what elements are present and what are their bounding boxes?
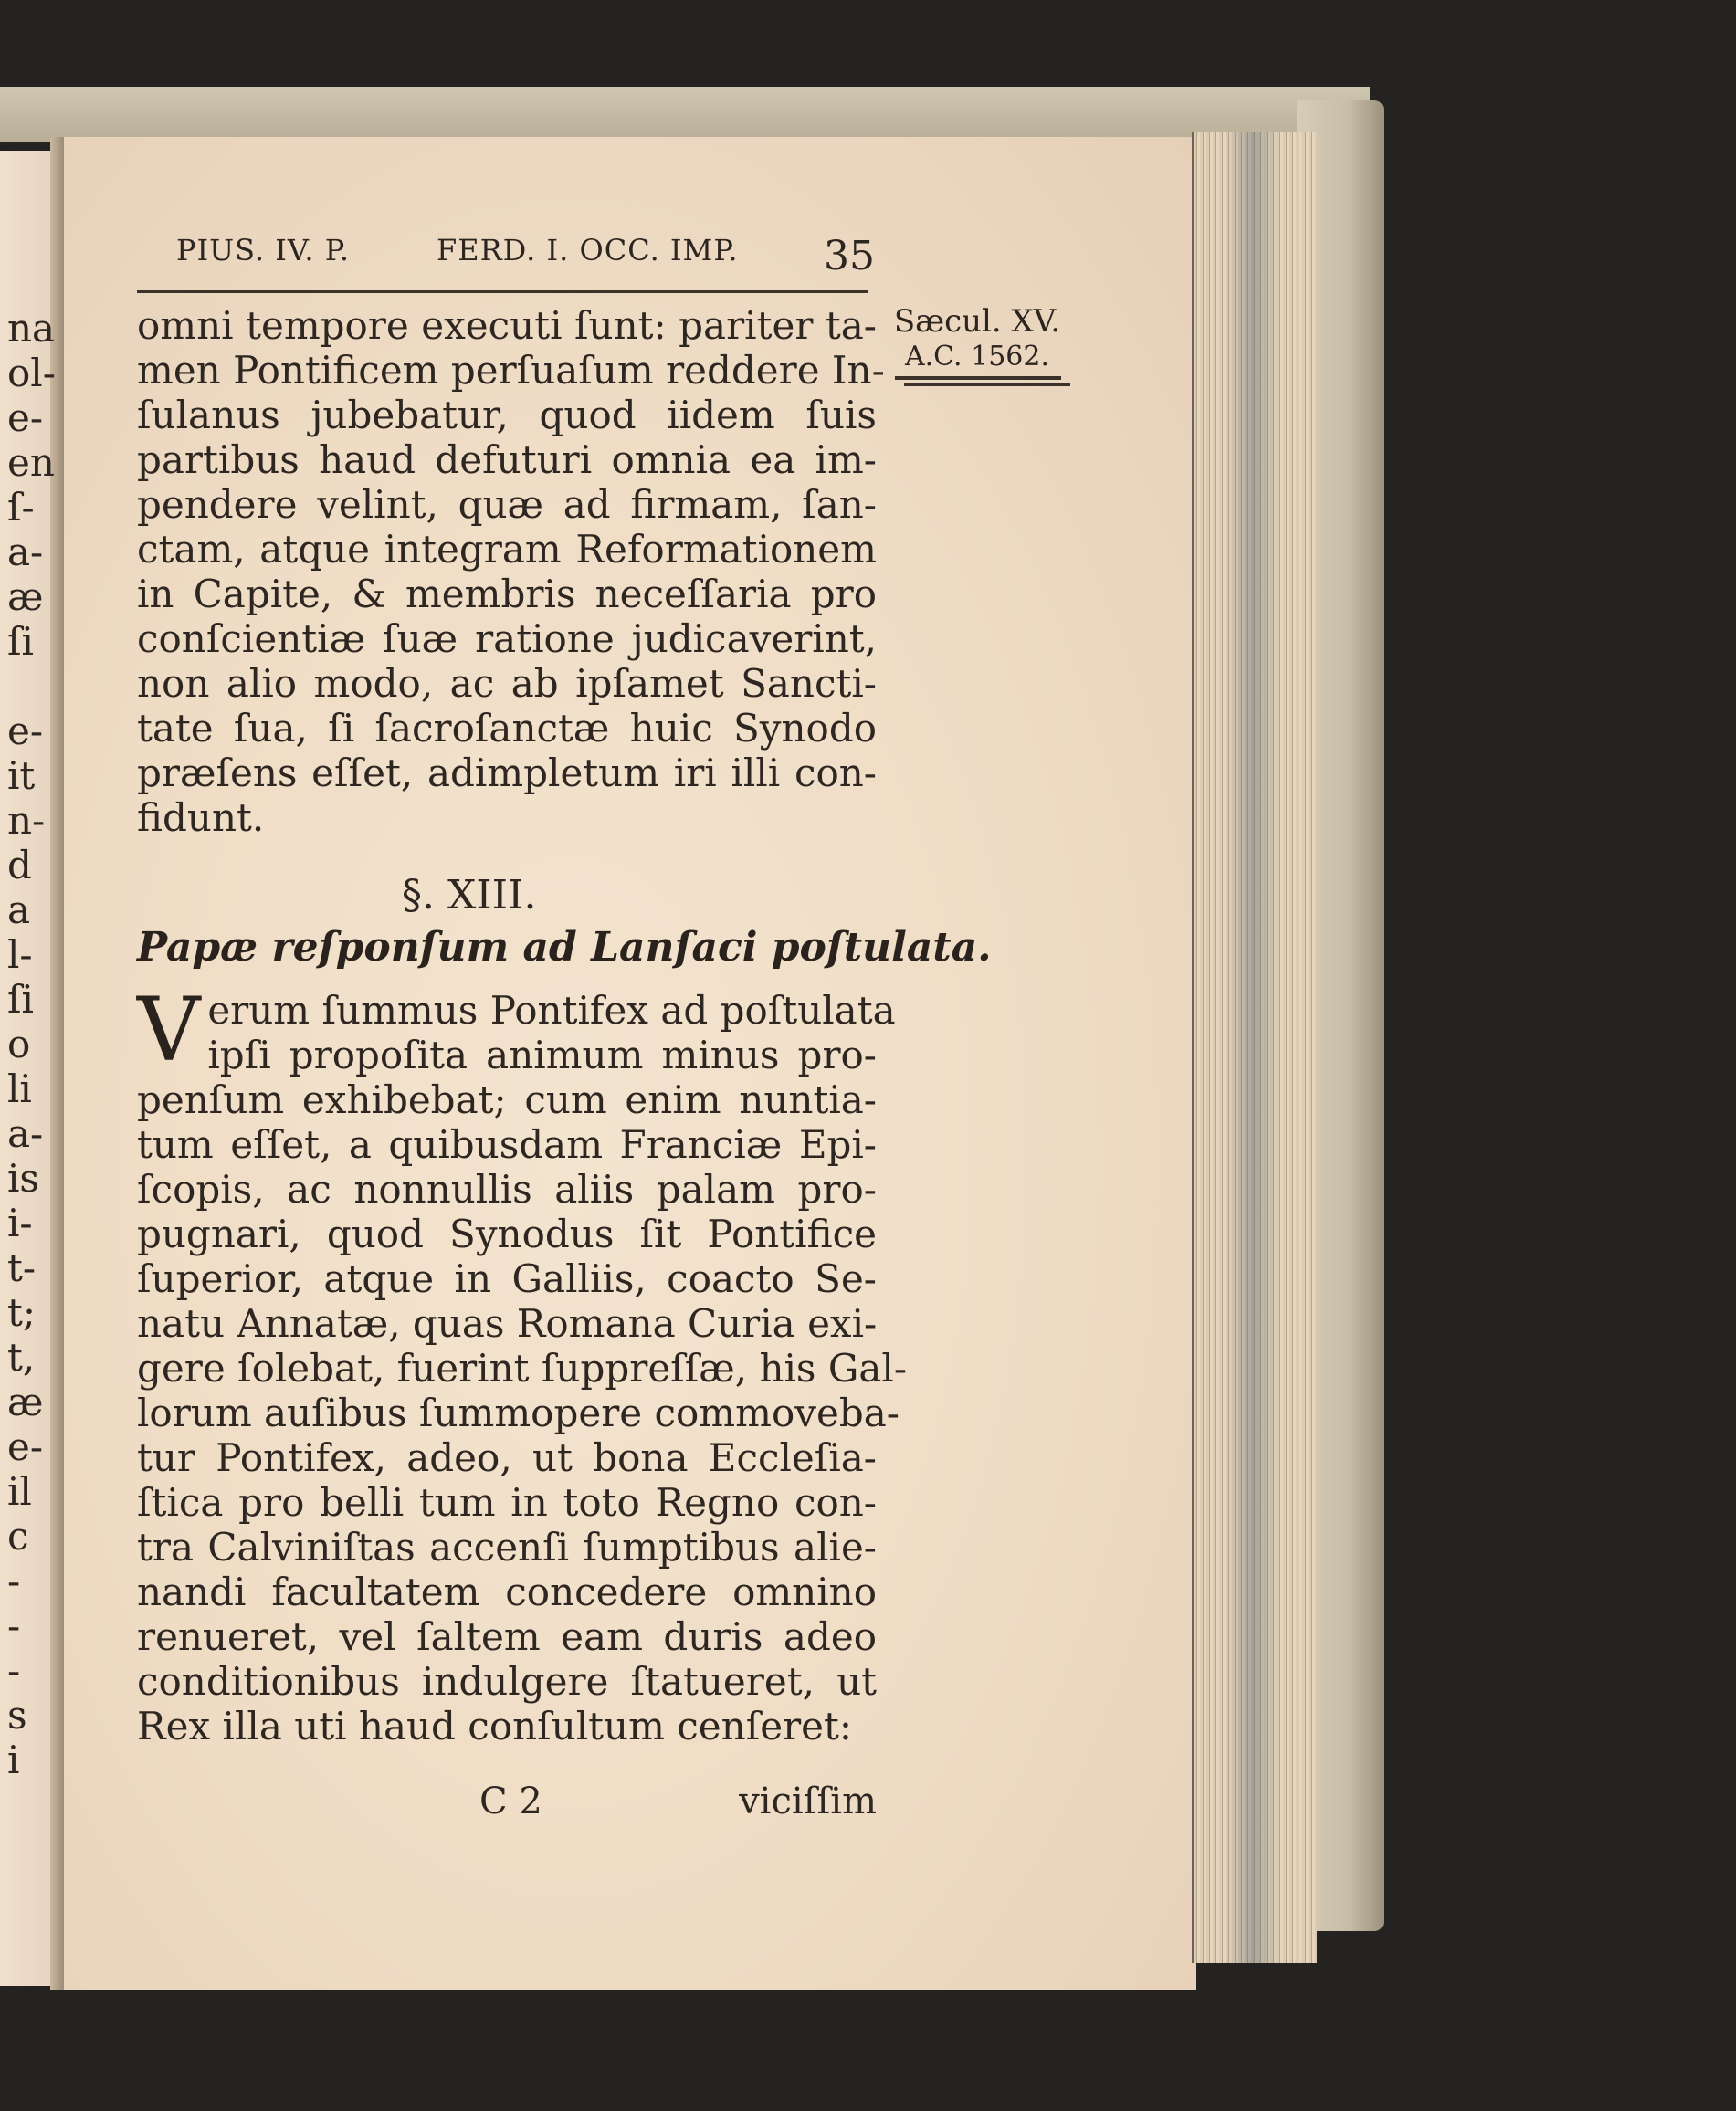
text-line: ctam, atque integram Reformationem [137,527,877,572]
left-fragment-line: o [7,1022,31,1066]
left-fragment-line: en [7,440,55,485]
left-fragment-line: d [7,843,32,887]
text-line: ſuperior, atque in Galliis, coacto Se- [137,1256,877,1301]
text-line: Rex illa uti haud conſultum cenſeret: [137,1704,853,1749]
text-line: ſtica pro belli tum in toto Regno con- [137,1480,877,1525]
left-fragment-line [7,664,62,709]
text-line: pugnari, quod Synodus ſit Pontifice [137,1212,877,1256]
page-number: 35 [824,233,875,279]
left-fragment-line: is [7,1156,39,1201]
left-fragment-line: - [7,1648,21,1693]
marginal-note [877,301,1078,386]
left-fragment-line: ol- [7,351,56,395]
text-line: conditionibus indulgere ſtatueret, ut [137,1659,877,1704]
left-fragment-line: - [7,1559,21,1603]
left-fragment-line: æ [7,1380,44,1424]
left-fragment-line: t; [7,1290,37,1335]
text-line: men Pontificem perſuaſum reddere In- [137,348,885,393]
left-fragment-line: ſ- [7,485,35,530]
left-fragment-line: i [7,1738,20,1782]
header-emperor: FERD. I. OCC. IMP. [437,233,739,268]
text-line: ſcopis, ac nonnullis aliis palam pro- [137,1167,877,1212]
marginal-note-century: Sæcul. XV. [893,303,1061,340]
left-fragment-line: ſi [7,977,34,1022]
page-footer [137,1780,877,1826]
text-line: nandi facultatem concedere omnino [137,1570,877,1614]
marginal-rule-2 [904,383,1070,386]
left-page-text-fragments [7,306,62,1782]
text-line: tur Pontifex, adeo, ut bona Eccleſia- [137,1435,877,1480]
paragraph-2 [137,979,908,1749]
signature-mark: C 2 [479,1780,542,1822]
left-fragment-line: na [7,306,56,351]
left-fragment-line: c [7,1514,29,1559]
text-line: tra Calviniſtas accenſi ſumptibus alie- [137,1525,877,1570]
left-fragment-line: li [7,1066,32,1111]
marginal-note-year: A.C. 1562. [904,341,1050,373]
text-line: fidunt. [137,795,265,840]
text-line: ipſi propoſita animum minus pro- [207,1033,877,1077]
left-fragment-line: a- [7,530,44,574]
left-fragment-line: æ [7,574,44,619]
catchword: viciſſim [739,1780,877,1822]
text-line: tum eſſet, a quibusdam Franciæ Epi- [137,1122,877,1167]
left-fragment-line: i- [7,1201,33,1245]
text-line: ſulanus jubebatur, quod iidem ſuis [137,393,877,437]
paragraph-1 [137,303,885,840]
left-fragment-line: t- [7,1245,37,1290]
page-edges [1192,132,1317,1963]
text-line: gere ſolebat, fuerint ſuppreſſæ, his Gal- [137,1346,908,1391]
left-fragment-line: e- [7,1424,44,1469]
left-fragment-line: it [7,753,36,798]
text-line: erum ſummus Pontifex ad poſtulata [207,988,896,1033]
running-header [135,233,875,288]
left-fragment-line: t, [7,1335,36,1380]
text-line: omni tempore executi ſunt: pariter ta- [137,303,877,348]
drop-cap: V [137,979,201,1081]
left-fragment-line: ſi [7,619,34,664]
left-fragment-line: n- [7,798,46,843]
left-fragment-line: a- [7,1111,44,1156]
text-line: non alio modo, ac ab ipſamet Sancti- [137,661,877,706]
text-line: penſum exhibebat; cum enim nuntia- [137,1077,877,1122]
left-fragment-line: l- [7,932,33,977]
section-heading: Papæ reſponſum ad Lanſaci poſtulata. [137,924,992,971]
header-pope: PIUS. IV. P. [176,233,350,268]
text-line: renueret, vel ſaltem eam duris adeo [137,1614,877,1659]
text-line: lorum auſibus ſummopere commoveba- [137,1391,900,1435]
text-line: pendere velint, quæ ad firmam, ſan- [137,482,877,527]
text-line: partibus haud defuturi omnia ea im- [137,437,877,482]
text-line: tate ſua, ſi ſacroſanctæ huic Synodo [137,706,877,751]
marginal-rule-1 [895,376,1061,380]
left-fragment-line: - [7,1603,21,1648]
text-line: præſens eſſet, adimpletum iri illi con- [137,751,877,795]
section-number: §. XIII. [402,872,537,919]
text-line: in Capite, & membris neceſſaria pro [137,572,877,616]
left-fragment-line: e- [7,709,44,753]
text-line: conſcientiæ ſuæ ratione judicaverint, [137,616,877,661]
left-fragment-line: s [7,1693,27,1738]
left-fragment-line: il [7,1469,32,1514]
text-line: natu Annatæ, quas Romana Curia exi- [137,1301,878,1346]
book-cover-top [0,87,1370,142]
left-fragment-line: e- [7,395,44,440]
header-rule [137,290,868,293]
left-fragment-line: a [7,887,31,932]
